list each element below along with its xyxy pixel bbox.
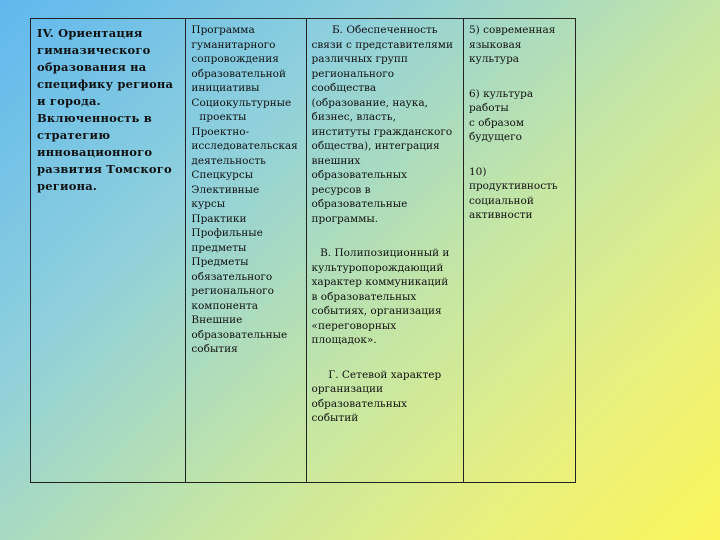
section-b-line: образовательных xyxy=(311,169,408,181)
program-line: Профильные xyxy=(191,227,263,239)
program-line: Спецкурсы xyxy=(191,169,254,181)
competency-line: языковая культура xyxy=(468,38,522,65)
section-b-line: образовательные xyxy=(311,198,408,210)
program-line: Практики xyxy=(191,212,247,225)
competency-item-6 xyxy=(469,87,570,145)
program-line: исследовательская xyxy=(191,140,298,152)
section-g-line: организации xyxy=(311,383,384,395)
program-line: компонента xyxy=(191,299,259,312)
section-g-line: образовательных xyxy=(311,397,408,410)
section-b-line: бизнес, власть, xyxy=(311,111,396,123)
program-line: курсы xyxy=(191,198,226,210)
competency-line: с образом будущего xyxy=(468,116,525,143)
heading-line: региона. xyxy=(37,179,98,193)
section-b-line: регионального xyxy=(311,67,395,80)
section-b-line: внешних xyxy=(311,154,361,167)
section-b-line: общества), интеграция xyxy=(311,140,440,152)
competency-line: социальной xyxy=(468,194,534,207)
program-line: Программа xyxy=(191,24,255,36)
program-line: Элективные xyxy=(191,183,260,196)
program-line: проекты xyxy=(199,111,247,123)
cell-conditions xyxy=(306,19,463,483)
heading-line: гимназического xyxy=(37,43,151,57)
section-v-line: характер коммуникаций xyxy=(311,276,449,288)
section-g xyxy=(312,368,458,426)
section-b-line: ресурсов в xyxy=(311,183,371,196)
program-line: Внешние xyxy=(191,314,243,326)
section-g-line: событий xyxy=(311,412,359,424)
section-b-line: программы. xyxy=(311,212,379,225)
section-b xyxy=(312,23,458,226)
spacer xyxy=(312,226,458,246)
section-b-line: различных групп xyxy=(311,53,408,65)
heading-line: специфику региона xyxy=(37,77,174,91)
section-b-line: институты гражданского xyxy=(311,125,453,138)
section-v-line: событиях, организация xyxy=(311,305,442,317)
cell-orientation-heading xyxy=(31,19,186,483)
section-b-line: связи с представителями xyxy=(311,38,453,51)
program-line: Социокультурные xyxy=(191,96,292,109)
section-v-line: культуропорождающий xyxy=(311,261,444,274)
program-line: предметы xyxy=(191,241,247,254)
program-line: гуманитарного xyxy=(191,38,276,51)
section-v-line: площадок». xyxy=(311,334,377,346)
competency-item-5 xyxy=(469,23,570,67)
heading-line: образования на xyxy=(37,60,147,74)
spacer xyxy=(469,145,570,165)
section-b-line: сообщества xyxy=(311,82,377,94)
competency-line: активности xyxy=(468,209,533,221)
spacer xyxy=(469,67,570,87)
section-b-line: Б. Обеспеченность xyxy=(331,24,438,36)
competency-line: 10) продуктивность xyxy=(468,165,558,192)
section-v xyxy=(312,246,458,348)
table-row xyxy=(31,19,576,483)
heading-line: и города. xyxy=(37,94,101,108)
cell-program-list xyxy=(186,19,306,483)
program-line: образовательные xyxy=(191,328,288,341)
program-line: обязательного xyxy=(191,270,273,283)
competency-item-10 xyxy=(469,165,570,223)
heading-line: Включенность в xyxy=(37,111,152,125)
spacer xyxy=(312,348,458,368)
heading-line: IV. Ориентация xyxy=(37,26,143,40)
program-line: деятельность xyxy=(191,154,266,167)
section-v-line: в образовательных xyxy=(311,290,417,303)
program-line: инициативы xyxy=(191,82,260,94)
section-g-line: Г. Сетевой характер xyxy=(328,368,442,381)
section-v-line: «переговорных xyxy=(311,319,397,332)
slide-table xyxy=(30,18,576,483)
program-line: регионального xyxy=(191,285,274,297)
heading-line: развития Томского xyxy=(37,162,172,176)
heading-line: стратегию xyxy=(37,128,111,142)
section-b-line: (образование, наука, xyxy=(311,96,428,109)
program-line: сопровождения xyxy=(191,53,279,65)
cell-competencies xyxy=(463,19,575,483)
program-line: события xyxy=(191,343,238,355)
section-v-line: В. Полипозиционный и xyxy=(320,247,450,259)
program-line: Проектно- xyxy=(191,125,250,138)
competency-line: 6) культура работы xyxy=(468,87,534,114)
competency-line: 5) современная xyxy=(468,24,556,36)
program-line: Предметы xyxy=(191,256,249,268)
program-line: образовательной xyxy=(191,67,286,80)
heading-line: инновационного xyxy=(37,145,153,159)
